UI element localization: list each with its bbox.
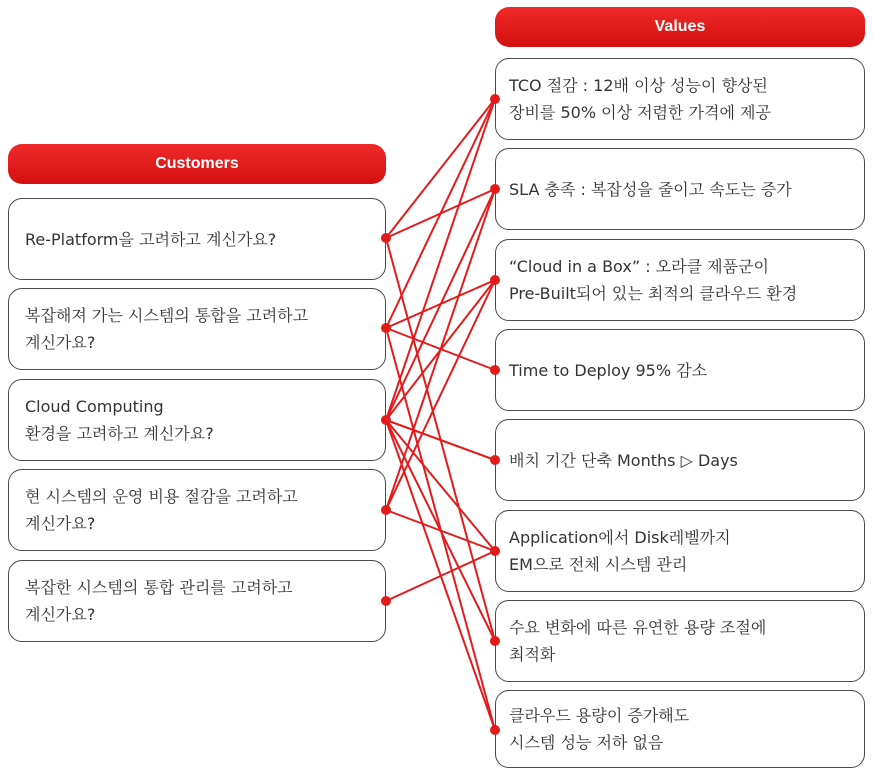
value-item-line: EM으로 전체 시스템 관리 <box>509 555 688 574</box>
customer-item-line: 복잡한 시스템의 통합 관리를 고려하고 <box>25 578 293 597</box>
value-connector-dot <box>490 275 500 285</box>
value-item-line: 클라우드 용량이 증가해도 <box>509 706 690 725</box>
values-header: Values <box>495 7 865 47</box>
value-item-line: Time to Deploy 95% 감소 <box>509 360 708 380</box>
connection-line <box>386 99 495 238</box>
value-connector-dot <box>490 184 500 194</box>
customer-item-line: Re-Platform을 고려하고 계신가요? <box>25 229 277 249</box>
value-item-line: 수요 변화에 따른 유연한 용량 조절에 <box>509 618 767 637</box>
customer-connector-dot <box>381 233 391 243</box>
value-item-line: 최적화 <box>509 645 556 664</box>
customer-connector-dot <box>381 323 391 333</box>
connection-line <box>386 189 495 510</box>
customer-item-line: 현 시스템의 운영 비용 절감을 고려하고 <box>25 487 298 506</box>
value-item-line: 배치 기간 단축 Months ▷ Days <box>509 450 738 470</box>
customer-item-line: 계신가요? <box>25 605 96 624</box>
value-item-line: “Cloud in a Box” : 오라클 제품군이 <box>509 257 769 276</box>
value-connector-dot <box>490 455 500 465</box>
value-item-line: 장비를 50% 이상 저렴한 가격에 제공 <box>509 103 771 122</box>
value-connector-dot <box>490 94 500 104</box>
customer-item-line: 환경을 고려하고 계신가요? <box>25 424 214 443</box>
connection-line <box>386 189 495 420</box>
value-connector-dot <box>490 365 500 375</box>
value-item-line: 시스템 성능 저하 없음 <box>509 733 664 752</box>
value-item-line: TCO 절감 : 12배 이상 성능이 향상된 <box>509 76 768 95</box>
connection-line <box>386 551 495 601</box>
connection-line <box>386 99 495 420</box>
value-connector-dot <box>490 725 500 735</box>
customer-item-line: Cloud Computing <box>25 397 164 416</box>
connection-line <box>386 99 495 328</box>
value-item-line: SLA 충족 : 복잡성을 줄이고 속도는 증가 <box>509 179 792 199</box>
value-connector-dot <box>490 636 500 646</box>
value-item-line: Pre-Built되어 있는 최적의 클라우드 환경 <box>509 284 798 303</box>
customer-item-line: 복잡해져 가는 시스템의 통합을 고려하고 <box>25 306 309 325</box>
customer-connector-dot <box>381 415 391 425</box>
customer-item-line: 계신가요? <box>25 514 96 533</box>
customer-connector-dot <box>381 596 391 606</box>
value-connector-dot <box>490 546 500 556</box>
connection-line <box>386 280 495 510</box>
customer-item-line: 계신가요? <box>25 333 96 352</box>
value-item-line: Application에서 Disk레벨까지 <box>509 528 731 547</box>
customer-connector-dot <box>381 505 391 515</box>
customers-header: Customers <box>8 144 386 184</box>
